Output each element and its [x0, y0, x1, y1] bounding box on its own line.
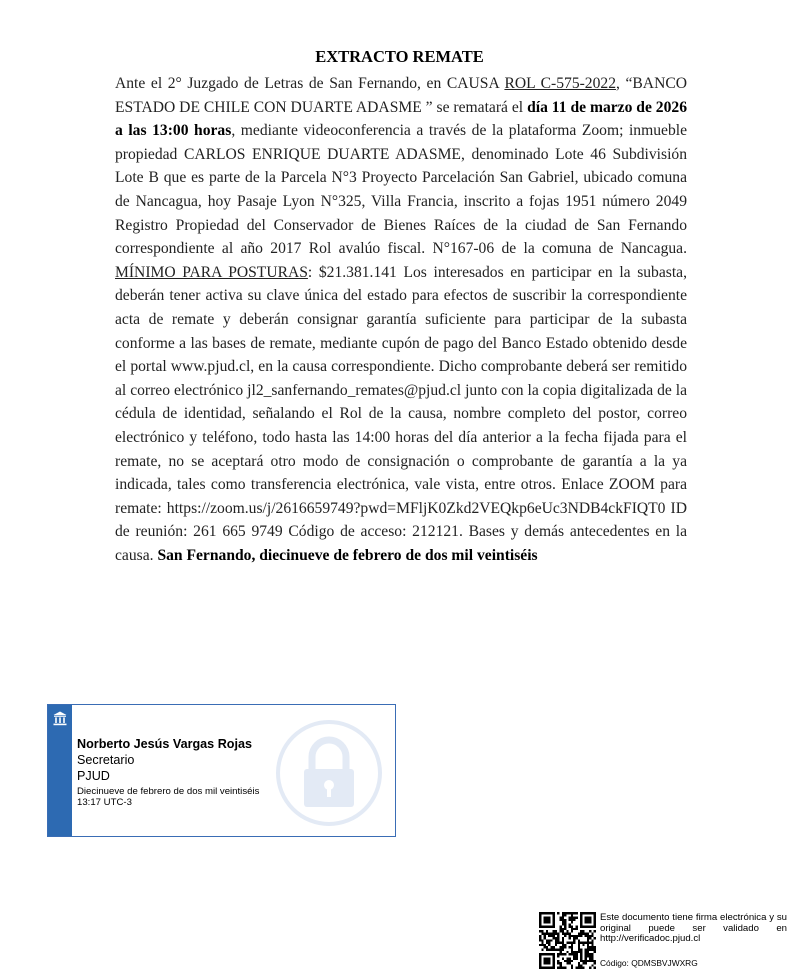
body-intro: Ante el 2° Juzgado de Letras de San Fernando, en CAUSA — [115, 75, 505, 92]
signature-time: 13:17 UTC-3 — [77, 796, 132, 808]
verification-code-value: QDMSBVJWXRG — [631, 958, 698, 968]
qr-code-icon — [539, 912, 596, 969]
auction-date: día 11 de marzo de 2026 a las 13:00 horas — [115, 98, 687, 140]
signature-side-bar — [48, 705, 72, 836]
signer-name: Norberto Jesús Vargas Rojas — [77, 737, 252, 751]
signature-details — [77, 736, 259, 808]
closing-place-date: San Fernando, diecinueve de febrero de dos mil veintiséis — [157, 546, 538, 564]
body-case-name: , “BANCO ESTADO DE CHILE CON DUARTE ADASME ” se rematará el — [115, 75, 687, 116]
lock-icon — [275, 719, 383, 832]
signer-role: Secretario — [77, 753, 135, 767]
verification-note: Este documento tiene firma electrónica y su original puede ser validado en http://verificadoc.pjud.cl — [600, 912, 787, 945]
institution-icon — [53, 711, 67, 731]
signature-date: Diecinueve de febrero de dos mil veintiséis — [77, 786, 260, 797]
body-conditions: : $21.381.141 Los interesados en participar en la subasta, deberán tener activa su clave única del estado para efectos de suscribir la correspondiente acta de remate y deberán consignar garantía suficiente para participar de la subasta conforme a las bases de remate, mediante cupón de pago del Banco Estado obtenido desde el portal www.pjud.cl, en la causa correspondiente. Dicho comprobante deberá ser remitido al correo electrónico jl2_sanfernando_remates@pjud.cl junto con la copia digitalizada de la cédula de identidad, señalando el Rol de la causa, nombre completo del postor, correo electrónico y teléfono, todo hasta las 14:00 horas del día anterior a la fecha fijada para el remate, no se aceptará otro modo de consignación o comprobante de garantía a la ya indicada, tales como transferencia electrónica, vale vista, entre otros. Enlace ZOOM para remate: https://zoom.us/j/2616659749?pwd=MFljK0Zkd2VEQkp6eUc3NDB4ckFIQT0 ID de reunión: 261 665 9749 Código de acceso: 212121. Bases y demás antecedentes en la causa. — [115, 263, 687, 564]
document-body — [115, 72, 687, 567]
minimum-bid-label: MÍNIMO PARA POSTURAS — [115, 263, 308, 281]
verification-code — [600, 958, 698, 968]
verification-code-label: Código: — [600, 958, 629, 968]
signer-organization: PJUD — [77, 769, 110, 783]
body-property: , mediante videoconferencia a través de la plataforma Zoom; inmueble propiedad CARLOS ENRIQUE DUARTE ADASME, denominado Lote 46 Subdivisión Lote B que es parte de la Parcela N°3 Proyecto Parcelación San Gabriel, ubicado comuna de Nancagua, hoy Pasaje Lyon N°325, Villa Francia, inscrito a fojas 1951 número 2049 Registro Propiedad del Conservador de Bienes Raíces de la ciudad de San Fernando correspondiente al año 2017 Rol avalúo fiscal. N°167-06 de la comuna de Nancagua. — [115, 122, 687, 258]
document-title: EXTRACTO REMATE — [315, 47, 484, 66]
electronic-signature-box — [47, 704, 396, 837]
case-rol: ROL C-575-2022 — [504, 75, 616, 92]
